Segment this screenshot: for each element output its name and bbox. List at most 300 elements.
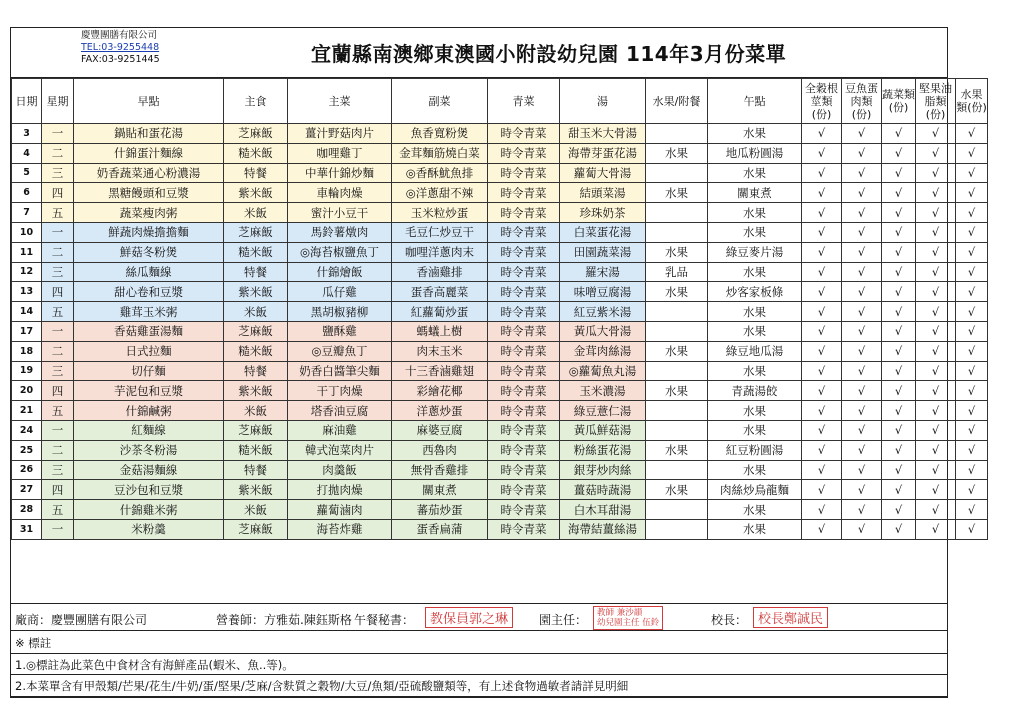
cell-breakfast: 切仔麵 — [74, 361, 224, 381]
cell-side: 麻婆豆腐 — [392, 420, 488, 440]
cell-fruit — [646, 519, 708, 539]
cell-main: 海苔炸雞 — [288, 519, 392, 539]
cell-main: 鹽酥雞 — [288, 321, 392, 341]
cell-snack: 水果 — [708, 361, 802, 381]
table-row — [12, 480, 988, 500]
cell-side: 紅蘿蔔炒蛋 — [392, 302, 488, 322]
check-cell: √ — [882, 401, 916, 421]
check-cell: √ — [916, 480, 956, 500]
cell-day: 五 — [42, 500, 74, 520]
cell-fruit: 水果 — [646, 440, 708, 460]
check-cell: √ — [842, 381, 882, 401]
check-cell: √ — [802, 401, 842, 421]
check-cell: √ — [916, 163, 956, 183]
cell-staple: 特餐 — [224, 460, 288, 480]
check-cell: √ — [956, 381, 988, 401]
cell-main: 蜜汁小豆干 — [288, 203, 392, 223]
cell-side: ◎洋蔥甜不辣 — [392, 183, 488, 203]
cell-date: 19 — [12, 361, 42, 381]
cell-staple: 特餐 — [224, 262, 288, 282]
header-cell: 湯 — [560, 79, 646, 124]
header-cell: 豆魚蛋肉類(份) — [842, 79, 882, 124]
check-cell: √ — [882, 143, 916, 163]
cell-main: 馬鈴薯燉肉 — [288, 222, 392, 242]
cell-main: 車輪肉燥 — [288, 183, 392, 203]
check-cell: √ — [916, 143, 956, 163]
check-cell: √ — [842, 203, 882, 223]
cell-snack: 綠豆麥片湯 — [708, 242, 802, 262]
check-cell: √ — [842, 282, 882, 302]
header-cell: 主食 — [224, 79, 288, 124]
table-row — [12, 262, 988, 282]
cell-side: 蕃茄炒蛋 — [392, 500, 488, 520]
cell-day: 二 — [42, 341, 74, 361]
check-cell: √ — [916, 460, 956, 480]
cell-veg: 時令青菜 — [488, 124, 560, 144]
cell-day: 五 — [42, 302, 74, 322]
table-row — [12, 460, 988, 480]
check-cell: √ — [842, 361, 882, 381]
cell-snack: 地瓜粉圓湯 — [708, 143, 802, 163]
cell-date: 7 — [12, 203, 42, 223]
cell-breakfast: 米粉羹 — [74, 519, 224, 539]
check-cell: √ — [916, 262, 956, 282]
cell-fruit — [646, 203, 708, 223]
director-stamp-line2: 幼兒園主任 伍鈴 — [597, 618, 660, 628]
cell-soup: 味噌豆腐湯 — [560, 282, 646, 302]
cell-side: 無骨香雞排 — [392, 460, 488, 480]
check-cell: √ — [916, 420, 956, 440]
cell-veg: 時令青菜 — [488, 361, 560, 381]
check-cell: √ — [802, 163, 842, 183]
cell-staple: 糙米飯 — [224, 242, 288, 262]
principal-stamp: 校長鄭誠民 — [753, 607, 828, 628]
cell-soup: 紅豆紫米湯 — [560, 302, 646, 322]
cell-main: 奶香白醬筆尖麵 — [288, 361, 392, 381]
check-cell: √ — [802, 282, 842, 302]
cell-veg: 時令青菜 — [488, 282, 560, 302]
cell-breakfast: 金菇湯麵線 — [74, 460, 224, 480]
notes — [11, 631, 947, 697]
cell-day: 一 — [42, 321, 74, 341]
cell-breakfast: 沙茶冬粉湯 — [74, 440, 224, 460]
cell-day: 四 — [42, 183, 74, 203]
cell-breakfast: 日式拉麵 — [74, 341, 224, 361]
cell-day: 三 — [42, 163, 74, 183]
cell-breakfast: 豆沙包和豆漿 — [74, 480, 224, 500]
cell-staple: 糙米飯 — [224, 143, 288, 163]
table-row — [12, 143, 988, 163]
cell-snack: 青蔬湯餃 — [708, 381, 802, 401]
cell-day: 一 — [42, 124, 74, 144]
cell-staple: 芝麻飯 — [224, 420, 288, 440]
cell-breakfast: 什錦雞米粥 — [74, 500, 224, 520]
check-cell: √ — [882, 163, 916, 183]
cell-veg: 時令青菜 — [488, 420, 560, 440]
check-cell: √ — [916, 302, 956, 322]
check-cell: √ — [842, 500, 882, 520]
cell-date: 10 — [12, 222, 42, 242]
cell-snack: 關東煮 — [708, 183, 802, 203]
cell-breakfast: 紅麵線 — [74, 420, 224, 440]
cell-veg: 時令青菜 — [488, 460, 560, 480]
cell-day: 三 — [42, 262, 74, 282]
cell-fruit: 水果 — [646, 282, 708, 302]
cell-staple: 芝麻飯 — [224, 124, 288, 144]
director-stamp — [593, 606, 663, 630]
cell-side: 毛豆仁炒豆干 — [392, 222, 488, 242]
company-name: 慶豐團膳有限公司 — [81, 30, 158, 41]
cell-snack: 水果 — [708, 124, 802, 144]
cell-date: 13 — [12, 282, 42, 302]
check-cell: √ — [956, 124, 988, 144]
cell-date: 17 — [12, 321, 42, 341]
cell-breakfast: 蔬菜瘦肉粥 — [74, 203, 224, 223]
cell-veg: 時令青菜 — [488, 163, 560, 183]
cell-fruit — [646, 124, 708, 144]
cell-side: 洋蔥炒蛋 — [392, 401, 488, 421]
cell-side: 玉米粒炒蛋 — [392, 203, 488, 223]
cell-soup: 黃瓜鮮菇湯 — [560, 420, 646, 440]
cell-main: ◎海苔椒鹽魚丁 — [288, 242, 392, 262]
cell-fruit — [646, 460, 708, 480]
cell-main: 薑汁野菇肉片 — [288, 124, 392, 144]
cell-breakfast: 香菇雞蛋湯麵 — [74, 321, 224, 341]
check-cell: √ — [882, 203, 916, 223]
cell-side: 彩繪花椰 — [392, 381, 488, 401]
check-cell: √ — [882, 361, 916, 381]
cell-soup: 白木耳甜湯 — [560, 500, 646, 520]
check-cell: √ — [882, 500, 916, 520]
cell-veg: 時令青菜 — [488, 440, 560, 460]
cell-date: 14 — [12, 302, 42, 322]
cell-date: 20 — [12, 381, 42, 401]
check-cell: √ — [956, 282, 988, 302]
cell-staple: 特餐 — [224, 163, 288, 183]
check-cell: √ — [842, 262, 882, 282]
check-cell: √ — [956, 341, 988, 361]
check-cell: √ — [882, 302, 916, 322]
cell-day: 四 — [42, 480, 74, 500]
company-tel[interactable]: TEL:03-9255448 — [81, 42, 160, 53]
check-cell: √ — [956, 420, 988, 440]
check-cell: √ — [842, 341, 882, 361]
cell-main: 干丁肉燥 — [288, 381, 392, 401]
check-cell: √ — [882, 480, 916, 500]
check-cell: √ — [882, 460, 916, 480]
check-cell: √ — [802, 124, 842, 144]
header-cell: 青菜 — [488, 79, 560, 124]
cell-snack: 水果 — [708, 420, 802, 440]
table-row — [12, 401, 988, 421]
cell-day: 五 — [42, 401, 74, 421]
cell-day: 一 — [42, 519, 74, 539]
cell-soup: 甜玉米大骨湯 — [560, 124, 646, 144]
cell-date: 21 — [12, 401, 42, 421]
header-cell: 日期 — [12, 79, 42, 124]
cell-snack: 紅豆粉圓湯 — [708, 440, 802, 460]
cell-staple: 糙米飯 — [224, 341, 288, 361]
cell-soup: 結頭菜湯 — [560, 183, 646, 203]
check-cell: √ — [842, 460, 882, 480]
header-cell: 午點 — [708, 79, 802, 124]
cell-side: 西魯肉 — [392, 440, 488, 460]
check-cell: √ — [882, 341, 916, 361]
table-row — [12, 361, 988, 381]
cell-staple: 米飯 — [224, 203, 288, 223]
table-row — [12, 183, 988, 203]
header-cell: 全穀根莖類(份) — [802, 79, 842, 124]
check-cell: √ — [916, 242, 956, 262]
cell-main: 塔香油豆腐 — [288, 401, 392, 421]
check-cell: √ — [842, 440, 882, 460]
lunch-secretary-label: 午餐秘書： — [354, 613, 415, 627]
check-cell: √ — [916, 401, 956, 421]
check-cell: √ — [802, 222, 842, 242]
check-cell: √ — [916, 203, 956, 223]
cell-veg: 時令青菜 — [488, 302, 560, 322]
cell-fruit — [646, 321, 708, 341]
cell-date: 18 — [12, 341, 42, 361]
check-cell: √ — [842, 183, 882, 203]
check-cell: √ — [802, 341, 842, 361]
cell-snack: 綠豆地瓜湯 — [708, 341, 802, 361]
header-cell: 蔬菜類(份) — [882, 79, 916, 124]
check-cell: √ — [802, 440, 842, 460]
cell-veg: 時令青菜 — [488, 143, 560, 163]
cell-side: 螞蟻上樹 — [392, 321, 488, 341]
table-row — [12, 242, 988, 262]
cell-snack: 水果 — [708, 302, 802, 322]
check-cell: √ — [956, 361, 988, 381]
check-cell: √ — [842, 420, 882, 440]
check-cell: √ — [916, 222, 956, 242]
cell-day: 二 — [42, 440, 74, 460]
cell-day: 四 — [42, 282, 74, 302]
cell-side: 咖哩洋蔥肉末 — [392, 242, 488, 262]
cell-soup: 羅宋湯 — [560, 262, 646, 282]
cell-breakfast: 芋泥包和豆漿 — [74, 381, 224, 401]
cell-fruit: 水果 — [646, 183, 708, 203]
cell-snack: 水果 — [708, 163, 802, 183]
cell-side: 蛋香扁蒲 — [392, 519, 488, 539]
check-cell: √ — [802, 500, 842, 520]
check-cell: √ — [842, 519, 882, 539]
cell-side: 香滷雞排 — [392, 262, 488, 282]
table-row — [12, 124, 988, 144]
cell-fruit: 水果 — [646, 242, 708, 262]
cell-staple: 紫米飯 — [224, 381, 288, 401]
cell-soup: 田園蔬菜湯 — [560, 242, 646, 262]
company-fax: FAX:03-9251445 — [81, 54, 160, 65]
header-cell: 主菜 — [288, 79, 392, 124]
cell-date: 3 — [12, 124, 42, 144]
vendor-label: 廠商：慶豐團膳有限公司 — [15, 613, 148, 627]
cell-day: 一 — [42, 222, 74, 242]
cell-snack: 水果 — [708, 203, 802, 223]
cell-fruit: 水果 — [646, 381, 708, 401]
check-cell: √ — [916, 519, 956, 539]
check-cell: √ — [842, 321, 882, 341]
cell-staple: 米飯 — [224, 401, 288, 421]
cell-date: 26 — [12, 460, 42, 480]
table-row — [12, 341, 988, 361]
check-cell: √ — [882, 242, 916, 262]
cell-soup: 白菜蛋花湯 — [560, 222, 646, 242]
cell-soup: ◎蘿蔔魚丸湯 — [560, 361, 646, 381]
cell-side: 魚香寬粉煲 — [392, 124, 488, 144]
header-cell: 星期 — [42, 79, 74, 124]
cell-main: 咖哩雞丁 — [288, 143, 392, 163]
principal-label: 校長： — [711, 613, 748, 627]
check-cell: √ — [802, 420, 842, 440]
check-cell: √ — [916, 341, 956, 361]
cell-staple: 芝麻飯 — [224, 222, 288, 242]
cell-snack: 炒客家板條 — [708, 282, 802, 302]
cell-veg: 時令青菜 — [488, 401, 560, 421]
cell-veg: 時令青菜 — [488, 262, 560, 282]
dietitian-label: 營養師：方雅茹.陳鈺斯格 — [216, 613, 352, 627]
table-row — [12, 381, 988, 401]
cell-main: 韓式泡菜肉片 — [288, 440, 392, 460]
cell-date: 31 — [12, 519, 42, 539]
check-cell: √ — [916, 124, 956, 144]
cell-fruit: 乳品 — [646, 262, 708, 282]
cell-soup: 蘿蔔大骨湯 — [560, 163, 646, 183]
check-cell: √ — [916, 500, 956, 520]
cell-soup: 黃瓜大骨湯 — [560, 321, 646, 341]
table-row — [12, 440, 988, 460]
header-cell: 堅果油脂類(份) — [916, 79, 956, 124]
table-row — [12, 500, 988, 520]
check-cell: √ — [882, 420, 916, 440]
check-cell: √ — [956, 480, 988, 500]
cell-main: 打拋肉燥 — [288, 480, 392, 500]
cell-side: 蛋香高麗菜 — [392, 282, 488, 302]
header-cell: 早點 — [74, 79, 224, 124]
table-row — [12, 302, 988, 322]
cell-side: 關東煮 — [392, 480, 488, 500]
cell-breakfast: 黑糖饅頭和豆漿 — [74, 183, 224, 203]
cell-soup: 粉絲蛋花湯 — [560, 440, 646, 460]
check-cell: √ — [882, 282, 916, 302]
cell-side: 十三香滷雞翅 — [392, 361, 488, 381]
cell-date: 24 — [12, 420, 42, 440]
cell-breakfast: 奶香蔬菜通心粉濃湯 — [74, 163, 224, 183]
cell-day: 二 — [42, 242, 74, 262]
check-cell: √ — [802, 262, 842, 282]
check-cell: √ — [882, 321, 916, 341]
cell-staple: 米飯 — [224, 500, 288, 520]
check-cell: √ — [842, 163, 882, 183]
check-cell: √ — [956, 519, 988, 539]
check-cell: √ — [916, 361, 956, 381]
cell-day: 三 — [42, 460, 74, 480]
check-cell: √ — [802, 519, 842, 539]
cell-snack: 水果 — [708, 460, 802, 480]
cell-soup: 珍珠奶茶 — [560, 203, 646, 223]
table-row — [12, 222, 988, 242]
cell-fruit — [646, 500, 708, 520]
note-2: 2.本菜單含有甲殼類/芒果/花生/牛奶/蛋/堅果/芝麻/含麩質之穀物/大豆/魚類/亞硫酸鹽類等，有上述食物過敏者請詳見明細 — [11, 675, 947, 697]
check-cell: √ — [916, 183, 956, 203]
check-cell: √ — [956, 203, 988, 223]
cell-fruit — [646, 361, 708, 381]
check-cell: √ — [802, 361, 842, 381]
header — [11, 28, 947, 78]
cell-fruit — [646, 302, 708, 322]
cell-snack: 肉絲炒鳥龍麵 — [708, 480, 802, 500]
check-cell: √ — [842, 242, 882, 262]
check-cell: √ — [882, 381, 916, 401]
cell-breakfast: 雞茸玉米粥 — [74, 302, 224, 322]
cell-staple: 糙米飯 — [224, 440, 288, 460]
check-cell: √ — [956, 183, 988, 203]
cell-veg: 時令青菜 — [488, 242, 560, 262]
check-cell: √ — [842, 143, 882, 163]
cell-veg: 時令青菜 — [488, 183, 560, 203]
cell-snack: 水果 — [708, 519, 802, 539]
cell-main: 蘿蔔滷肉 — [288, 500, 392, 520]
cell-staple: 紫米飯 — [224, 183, 288, 203]
check-cell: √ — [802, 203, 842, 223]
check-cell: √ — [956, 262, 988, 282]
cell-day: 二 — [42, 143, 74, 163]
check-cell: √ — [842, 401, 882, 421]
cell-soup: 玉米濃湯 — [560, 381, 646, 401]
cell-veg: 時令青菜 — [488, 203, 560, 223]
check-cell: √ — [842, 480, 882, 500]
header-cell: 水果類(份) — [956, 79, 988, 124]
cell-fruit — [646, 420, 708, 440]
cell-staple: 芝麻飯 — [224, 519, 288, 539]
cell-fruit — [646, 222, 708, 242]
cell-date: 27 — [12, 480, 42, 500]
cell-fruit — [646, 163, 708, 183]
cell-date: 12 — [12, 262, 42, 282]
check-cell: √ — [802, 381, 842, 401]
company-info — [81, 30, 160, 66]
check-cell: √ — [802, 480, 842, 500]
cell-date: 25 — [12, 440, 42, 460]
menu-table — [11, 78, 988, 540]
cell-side: 肉末玉米 — [392, 341, 488, 361]
header-cell: 副菜 — [392, 79, 488, 124]
check-cell: √ — [916, 440, 956, 460]
check-cell: √ — [956, 321, 988, 341]
cell-breakfast: 鮮蔬肉燥擔擔麵 — [74, 222, 224, 242]
check-cell: √ — [802, 460, 842, 480]
header-cell: 水果/附餐 — [646, 79, 708, 124]
cell-veg: 時令青菜 — [488, 222, 560, 242]
cell-fruit — [646, 401, 708, 421]
table-row — [12, 519, 988, 539]
cell-veg: 時令青菜 — [488, 341, 560, 361]
cell-date: 5 — [12, 163, 42, 183]
check-cell: √ — [802, 143, 842, 163]
note-1: 1.◎標註為此菜色中食材含有海鮮產品(蝦米、魚..等)。 — [11, 653, 947, 675]
cell-main: ◎豆瓣魚丁 — [288, 341, 392, 361]
cell-veg: 時令青菜 — [488, 381, 560, 401]
cell-staple: 紫米飯 — [224, 282, 288, 302]
notes-heading: ※ 標註 — [15, 636, 52, 650]
check-cell: √ — [956, 440, 988, 460]
cell-breakfast: 絲瓜麵線 — [74, 262, 224, 282]
check-cell: √ — [882, 222, 916, 242]
lunch-secretary-stamp: 教保員郭之琳 — [425, 607, 513, 628]
cell-day: 三 — [42, 361, 74, 381]
cell-main: 麻油雞 — [288, 420, 392, 440]
